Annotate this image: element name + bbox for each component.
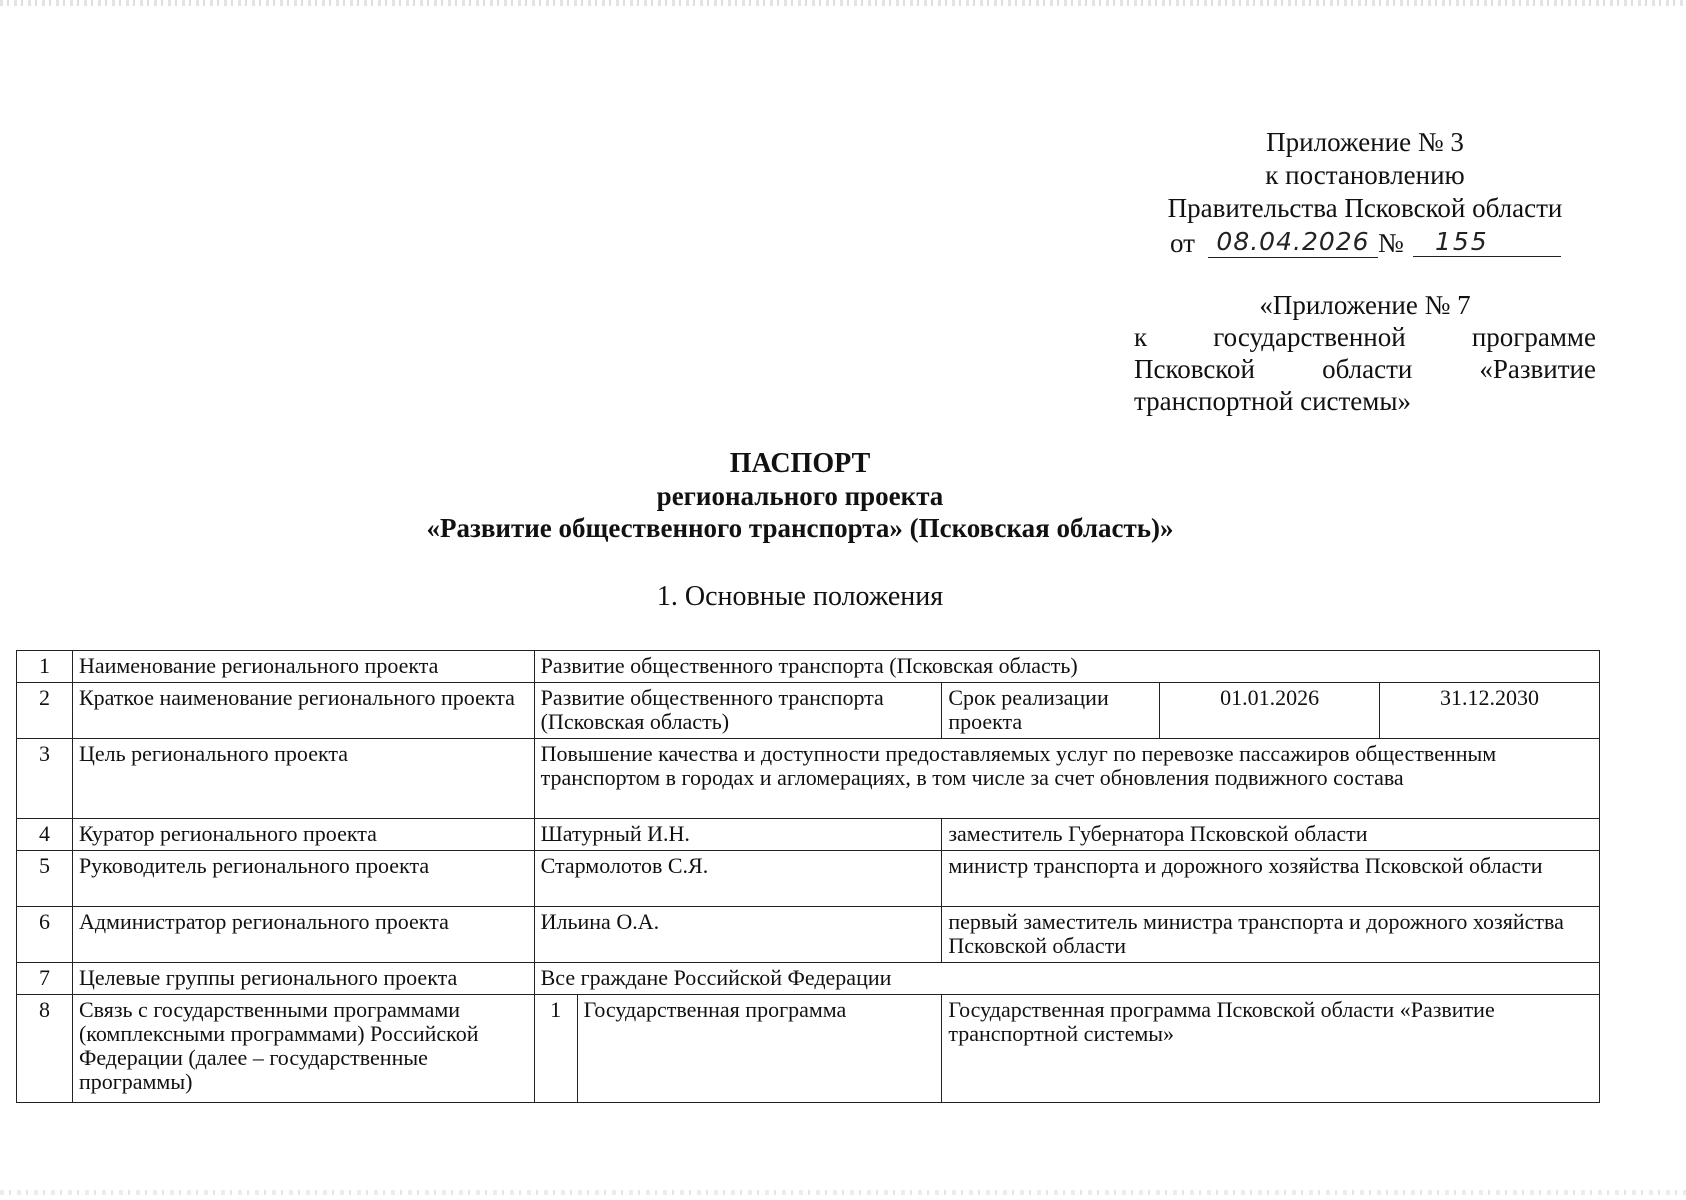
table-row: [17, 739, 1600, 819]
row-number: 7: [17, 963, 73, 995]
person-position: заместитель Губернатора Псковской области: [942, 819, 1600, 851]
passport-project-name: «Развитие общественного транспорта» (Псковская область)»: [426, 513, 1174, 543]
row-label: Краткое наименование регионального проекта: [72, 683, 534, 739]
main-provisions-table: [16, 650, 1600, 1103]
passport-subtitle: регионального проекта: [656, 481, 944, 511]
row-label: Цель регионального проекта: [72, 739, 534, 819]
row-number: 6: [17, 907, 73, 963]
previous-appendix-body: к государственной программе Псковской области «Развитие транспортной системы»: [1134, 322, 1596, 416]
row-value: Повышение качества и доступности предоставляемых услуг по перевозке пассажиров общественным транспортом в городах и агломерациях, в том числе за счет обновления подвижного состава: [534, 739, 1599, 819]
approval-number: 155: [1413, 225, 1561, 257]
term-end-date: 31.12.2030: [1380, 683, 1600, 739]
row-number: 4: [17, 819, 73, 851]
passport-title: ПАСПОРТ: [729, 448, 871, 479]
row-label: Связь с государственными программами (комплексными программами) Российской Федерации (далее – государственные программы): [72, 995, 534, 1103]
section-title: 1. Основные положения: [656, 581, 944, 612]
passport-heading: [300, 448, 1300, 544]
previous-appendix-block: [1134, 289, 1596, 417]
table-row: [17, 907, 1600, 963]
person-position: министр транспорта и дорожного хозяйства Псковской области: [942, 851, 1600, 907]
table-row: [17, 683, 1600, 739]
table-row: [17, 995, 1600, 1103]
row-number: 1: [17, 651, 73, 683]
row-label: Администратор регионального проекта: [72, 907, 534, 963]
person-name: Стармолотов С.Я.: [534, 851, 942, 907]
row-value: Все граждане Российской Федерации: [534, 963, 1599, 995]
approval-line-3: Правительства Псковской области: [1167, 193, 1563, 223]
approval-line-1: Приложение № 3: [1266, 127, 1464, 157]
row-value: Развитие общественного транспорта (Псковская область): [534, 683, 942, 739]
approval-block: [1130, 126, 1600, 260]
row-number: 8: [17, 995, 73, 1103]
row-label: Куратор регионального проекта: [72, 819, 534, 851]
approval-date: 08.04.2026: [1208, 225, 1378, 258]
table-row: [17, 963, 1600, 995]
approval-ot: от: [1170, 228, 1195, 258]
approval-date-line: [1130, 227, 1600, 260]
program-type: Государственная программа: [577, 995, 942, 1103]
person-name: Ильина О.А.: [534, 907, 942, 963]
row-label: Наименование регионального проекта: [72, 651, 534, 683]
row-number: 5: [17, 851, 73, 907]
table-row: [17, 851, 1600, 907]
scan-edge-bottom: [0, 1190, 1686, 1195]
person-name: Шатурный И.Н.: [534, 819, 942, 851]
approval-line-2: к постановлению: [1265, 160, 1465, 190]
term-start-date: 01.01.2026: [1160, 683, 1380, 739]
row-number: 2: [17, 683, 73, 739]
row-label: Целевые группы регионального проекта: [72, 963, 534, 995]
scan-edge-top: [0, 0, 1686, 6]
row-number: 3: [17, 739, 73, 819]
approval-number-sign: №: [1378, 228, 1404, 258]
row-value: Развитие общественного транспорта (Псковская область): [534, 651, 1599, 683]
term-label: Срок реализации проекта: [942, 683, 1160, 739]
program-name: Государственная программа Псковской области «Развитие транспортной системы»: [942, 995, 1600, 1103]
table-row: [17, 651, 1600, 683]
previous-appendix-title: «Приложение № 7: [1259, 290, 1471, 320]
table-row: [17, 819, 1600, 851]
person-position: первый заместитель министра транспорта и дорожного хозяйства Псковской области: [942, 907, 1600, 963]
sub-row-number: 1: [534, 995, 577, 1103]
row-label: Руководитель регионального проекта: [72, 851, 534, 907]
